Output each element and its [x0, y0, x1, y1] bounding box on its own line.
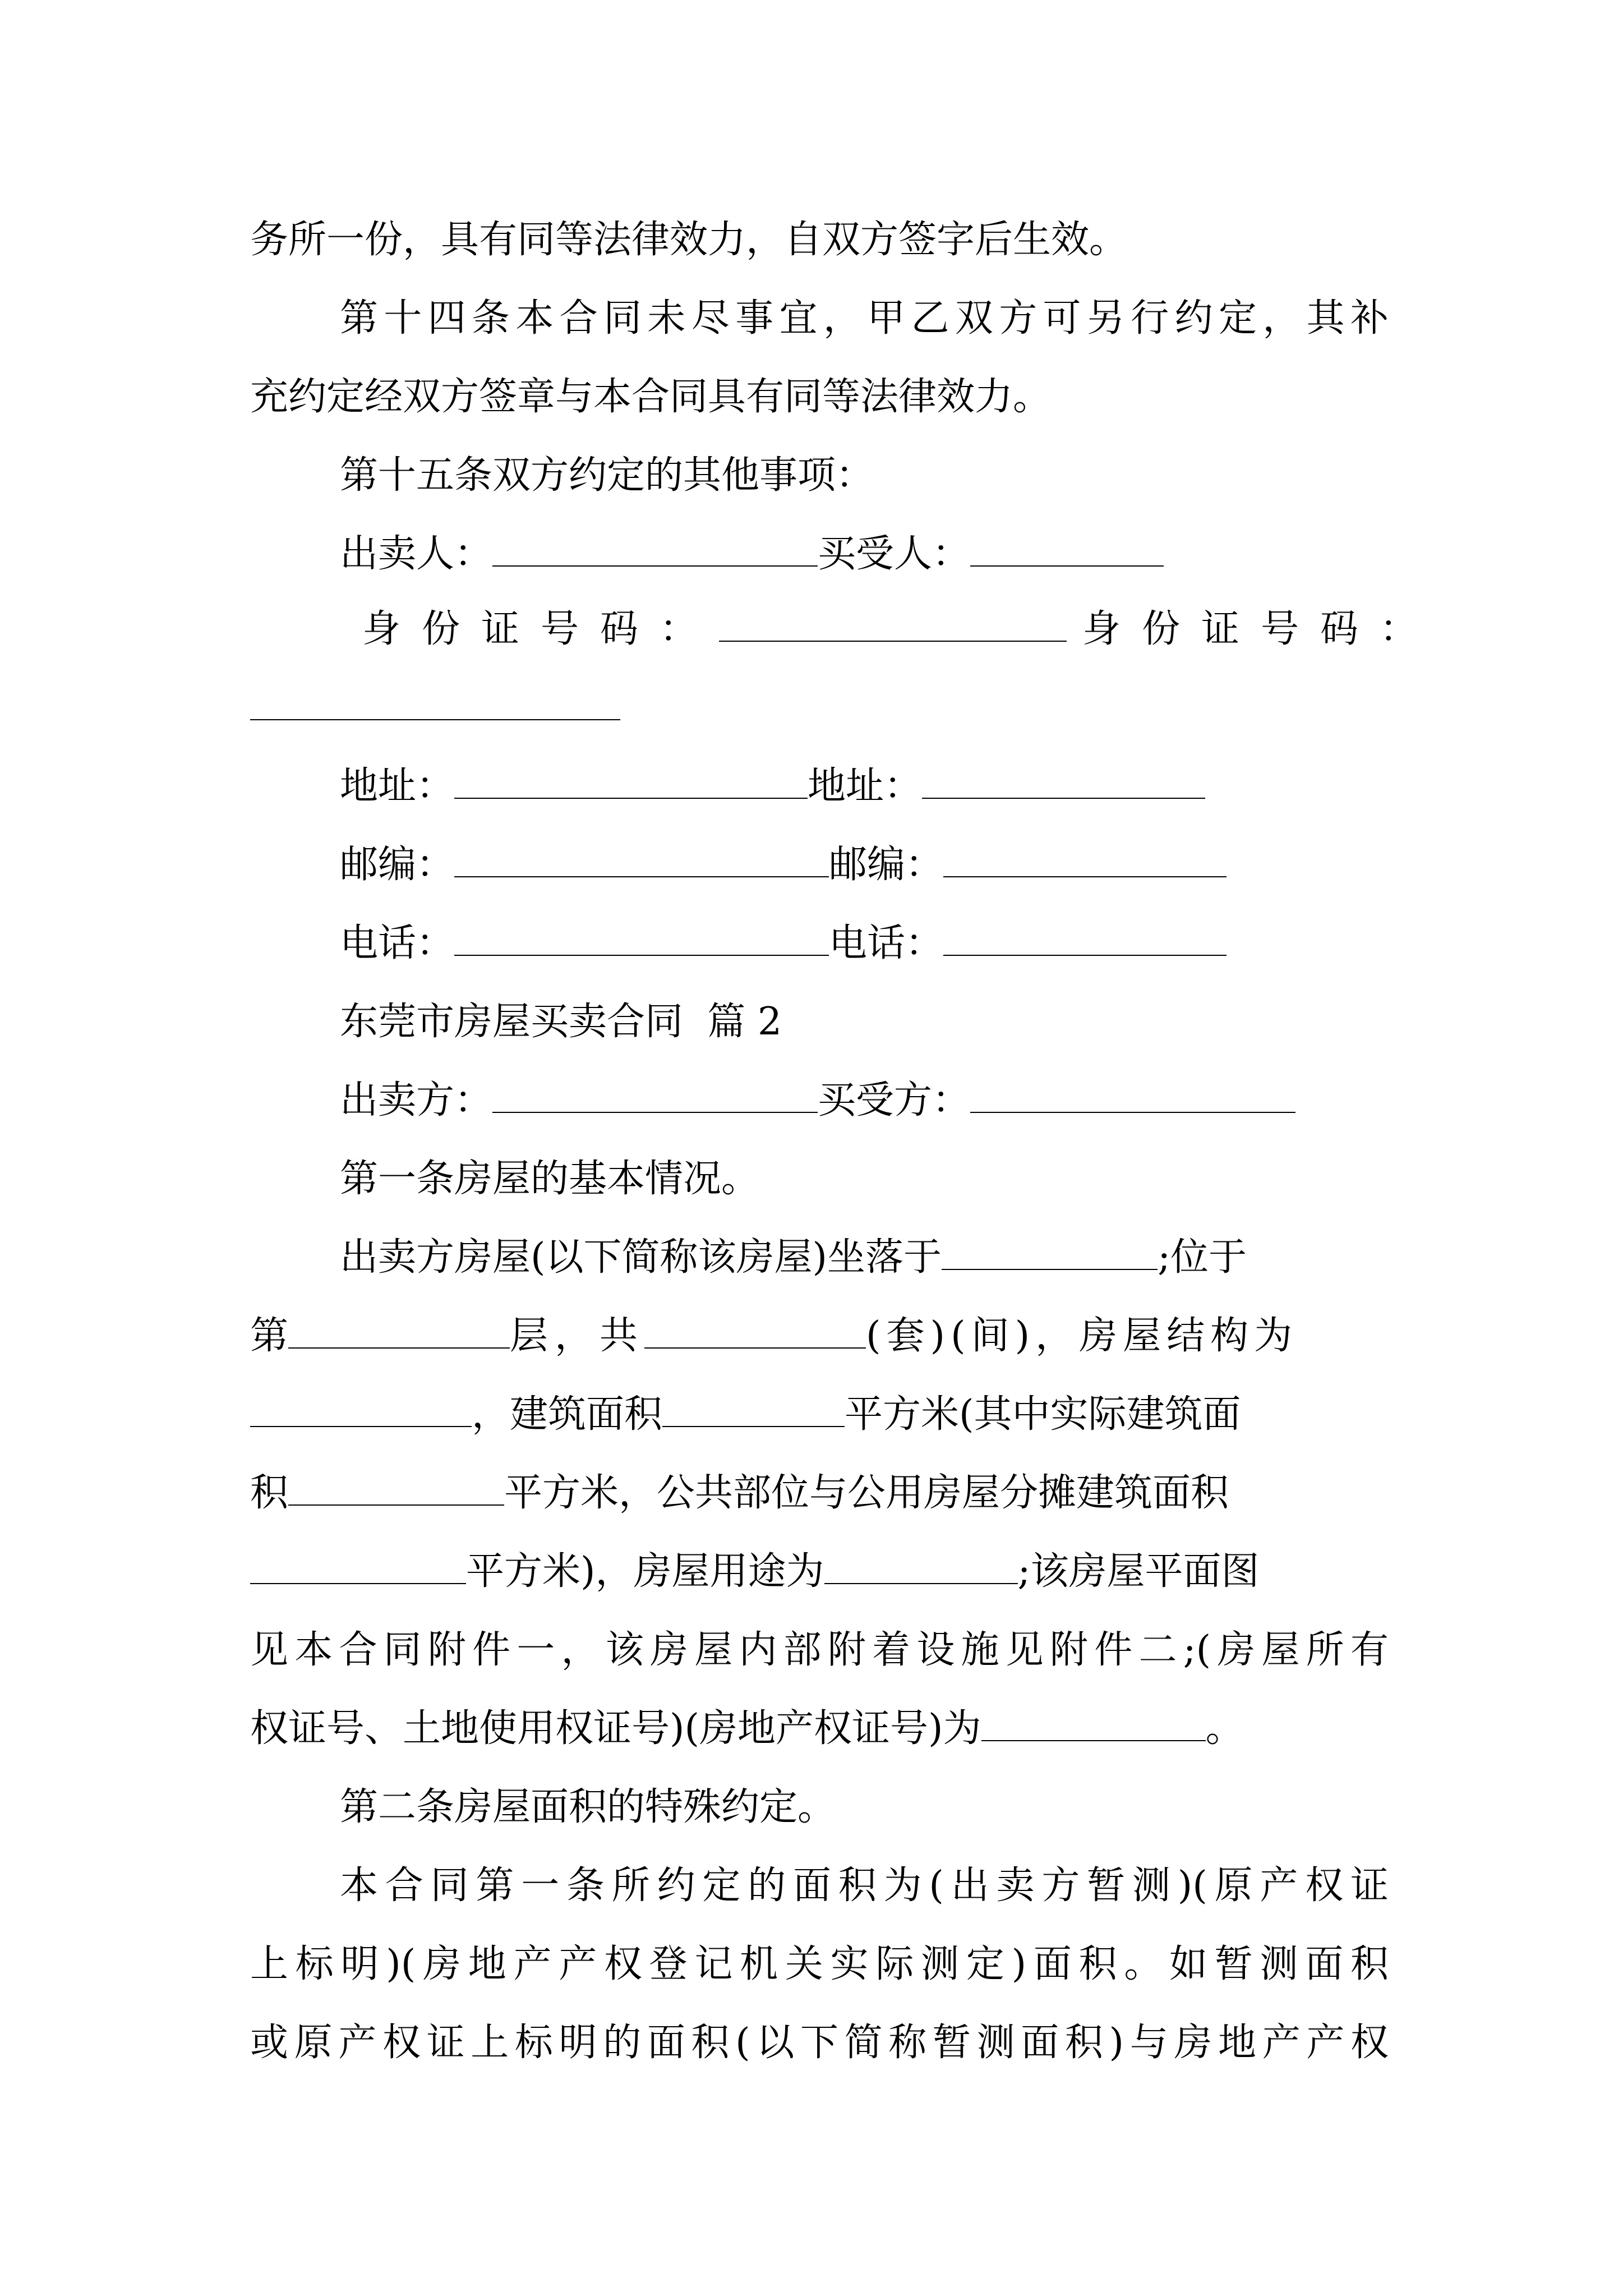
buyer-party-blank[interactable]: [970, 1079, 1295, 1113]
actual-area-blank[interactable]: [288, 1472, 504, 1506]
article-2-heading: 第二条房屋面积的特殊约定。: [340, 1785, 836, 1829]
buyer-postcode-blank[interactable]: [943, 844, 1227, 877]
article-1-line-1: 出卖方房屋(以下简称该房屋)坐落于 ;位于: [340, 1235, 1247, 1280]
location-blank[interactable]: [942, 1236, 1158, 1270]
article-1-line-7: 权证号、土地使用权证号)(房地产权证号)为 。: [250, 1706, 1244, 1751]
line-1: 务所一份，具有同等法律效力，自双方签字后生效。: [250, 218, 1128, 262]
certificate-number-blank[interactable]: [981, 1708, 1206, 1741]
article-1-line-5: 平方米)，房屋用途为 ;该房屋平面图: [250, 1544, 1389, 1600]
buyer-address-blank[interactable]: [922, 765, 1205, 799]
article-1-line-6: 见本合同附件一，该房屋内部附着设施见附件二;(房屋所有: [250, 1628, 1389, 1672]
seller-blank[interactable]: [492, 533, 818, 567]
seller-phone-blank[interactable]: [454, 922, 829, 956]
buyer-id-label: 身份证号码：: [1082, 607, 1440, 651]
usage-blank[interactable]: [824, 1550, 1018, 1584]
id-number-continuation: [250, 680, 1389, 736]
floor-blank[interactable]: [288, 1315, 510, 1349]
id-number-line: [340, 601, 1440, 657]
buyer-id-blank[interactable]: [250, 687, 620, 720]
article-1-heading: 第一条房屋的基本情况。: [340, 1157, 760, 1201]
article-14-line-2: 充约定经双方签章与本合同具有同等法律效力。: [250, 375, 1052, 419]
building-area-blank[interactable]: [662, 1393, 845, 1427]
article-14-line-1: 第十四条本合同未尽事宜，甲乙双方可另行约定，其补: [340, 296, 1389, 341]
seller-label: 出卖人：: [340, 532, 493, 576]
article-1-line-4: 积 平方米，公共部位与公用房屋分摊建筑面积: [250, 1471, 1229, 1515]
buyer-phone-blank[interactable]: [943, 922, 1227, 956]
seller-id-label: 身份证号码：: [362, 607, 720, 651]
postcode-line: 邮编： 邮编：: [340, 837, 1389, 893]
article-2-line-2: 上标明)(房地产产权登记机关实际测定)面积。如暂测面积: [250, 1942, 1389, 1986]
seller-postcode-blank[interactable]: [454, 844, 829, 877]
buyer-label: 买受人：: [818, 532, 971, 576]
seller-id-blank[interactable]: [719, 608, 1067, 642]
article-1-line-2: 第 层，共 (套)(间)，房屋结构为: [250, 1314, 1298, 1358]
structure-blank[interactable]: [250, 1393, 472, 1427]
section-title: 东莞市房屋买卖合同 篇 2: [340, 1000, 782, 1044]
buyer-blank[interactable]: [970, 533, 1164, 567]
article-2-line-3: 或原产权证上标明的面积(以下简称暂测面积)与房地产产权: [250, 2021, 1389, 2065]
article-2-line-1: 本合同第一条所约定的面积为(出卖方暂测)(原产权证: [340, 1864, 1389, 1908]
phone-line: 电话： 电话：: [340, 915, 1389, 972]
seller-party-blank[interactable]: [492, 1079, 818, 1113]
address-line: 地址： 地址：: [340, 758, 1389, 815]
article-1-line-3: ，建筑面积 平方米(其中实际建筑面: [250, 1387, 1389, 1443]
shared-area-blank[interactable]: [250, 1550, 466, 1584]
seller-address-blank[interactable]: [454, 765, 808, 799]
seller-buyer-party-line: 出卖方： 买受方：: [340, 1073, 1389, 1129]
article-15-heading: 第十五条双方约定的其他事项：: [340, 453, 874, 498]
units-blank[interactable]: [644, 1315, 866, 1349]
seller-buyer-line: [340, 526, 1389, 582]
